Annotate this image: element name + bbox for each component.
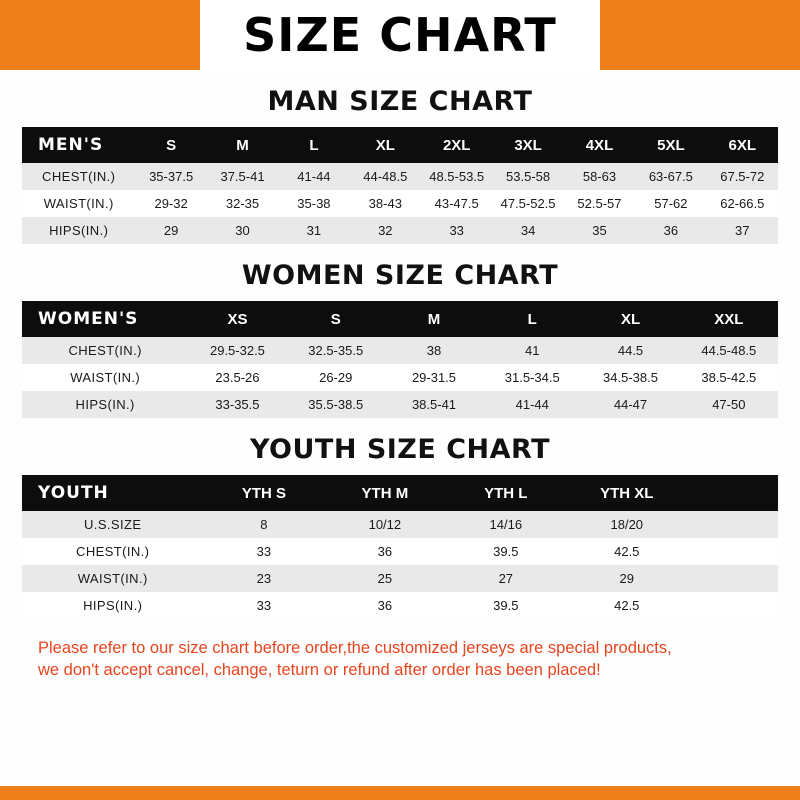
table-youth-head xyxy=(22,475,778,511)
cell: 14/16 xyxy=(445,511,566,538)
table-man xyxy=(22,127,778,244)
col-head-2xl: 2XL xyxy=(421,127,492,163)
table-header-row xyxy=(22,301,778,337)
col-head-5xl: 5XL xyxy=(635,127,706,163)
col-head-yth-s: YTH S xyxy=(203,475,324,511)
col-head-6xl: 6XL xyxy=(707,127,778,163)
cell: 33 xyxy=(203,538,324,565)
table-row xyxy=(22,511,778,538)
cell: 37.5-41 xyxy=(207,163,278,190)
col-head-yth-m: YTH M xyxy=(324,475,445,511)
col-head-yth-xl: YTH XL xyxy=(566,475,687,511)
row-label-waist: WAIST(IN.) xyxy=(22,565,203,592)
cell: 36 xyxy=(324,538,445,565)
chart-content xyxy=(0,70,800,786)
table-row xyxy=(22,565,778,592)
table-header-row xyxy=(22,127,778,163)
cell: 8 xyxy=(203,511,324,538)
cell: 42.5 xyxy=(566,538,687,565)
cell: 30 xyxy=(207,217,278,244)
cell: 43-47.5 xyxy=(421,190,492,217)
table-man-corner-label: MEN'S xyxy=(22,127,135,163)
table-women-corner-label: WOMEN'S xyxy=(22,301,188,337)
table-women xyxy=(22,301,778,418)
cell: 36 xyxy=(324,592,445,619)
row-label-us-size: U.S.SIZE xyxy=(22,511,203,538)
table-women-head xyxy=(22,301,778,337)
row-label-chest: CHEST(IN.) xyxy=(22,538,203,565)
row-label-waist: WAIST(IN.) xyxy=(22,364,188,391)
cell: 35-37.5 xyxy=(135,163,206,190)
cell: 33 xyxy=(203,592,324,619)
cell: 47.5-52.5 xyxy=(492,190,563,217)
cell: 34.5-38.5 xyxy=(581,364,679,391)
col-head-s: S xyxy=(287,301,385,337)
col-head-m: M xyxy=(385,301,483,337)
table-row xyxy=(22,538,778,565)
col-head-xl: XL xyxy=(350,127,421,163)
row-label-hips: HIPS(IN.) xyxy=(22,391,188,418)
cell: 39.5 xyxy=(445,538,566,565)
cell: 57-62 xyxy=(635,190,706,217)
cell: 26-29 xyxy=(287,364,385,391)
row-label-chest: CHEST(IN.) xyxy=(22,337,188,364)
cell: 63-67.5 xyxy=(635,163,706,190)
order-policy-line-1: Please refer to our size chart before order,the customized jerseys are special products, xyxy=(38,639,672,657)
section-man xyxy=(22,86,778,244)
cell: 31 xyxy=(278,217,349,244)
cell: 44.5-48.5 xyxy=(680,337,778,364)
order-policy-note xyxy=(22,631,778,692)
cell: 33 xyxy=(421,217,492,244)
cell: 34 xyxy=(492,217,563,244)
cell: 44-47 xyxy=(581,391,679,418)
col-head-4xl: 4XL xyxy=(564,127,635,163)
table-row xyxy=(22,364,778,391)
cell: 36 xyxy=(635,217,706,244)
col-head-s: S xyxy=(135,127,206,163)
table-row xyxy=(22,337,778,364)
cell: 35.5-38.5 xyxy=(287,391,385,418)
row-label-hips: HIPS(IN.) xyxy=(22,592,203,619)
col-head-l: L xyxy=(278,127,349,163)
cell: 47-50 xyxy=(680,391,778,418)
table-women-body xyxy=(22,337,778,418)
section-title-women: WOMEN SIZE CHART xyxy=(241,260,559,291)
cell: 41 xyxy=(483,337,581,364)
page-title: SIZE CHART xyxy=(225,0,575,70)
cell: 48.5-53.5 xyxy=(421,163,492,190)
cell: 38-43 xyxy=(350,190,421,217)
cell: 32.5-35.5 xyxy=(287,337,385,364)
col-head-l: L xyxy=(483,301,581,337)
table-row xyxy=(22,163,778,190)
section-youth xyxy=(22,434,778,619)
cell: 29 xyxy=(566,565,687,592)
table-youth-corner-label: YOUTH xyxy=(22,475,203,511)
col-head-spacer xyxy=(687,475,778,511)
col-head-xl: XL xyxy=(581,301,679,337)
table-header-row xyxy=(22,475,778,511)
table-man-head xyxy=(22,127,778,163)
cell: 38.5-42.5 xyxy=(680,364,778,391)
cell: 38.5-41 xyxy=(385,391,483,418)
page-header xyxy=(0,0,800,70)
table-row xyxy=(22,391,778,418)
cell: 35-38 xyxy=(278,190,349,217)
order-policy-line-2: we don't accept cancel, change, teturn or refund after order has been placed! xyxy=(38,661,601,680)
cell-spacer xyxy=(687,538,778,565)
cell: 29-31.5 xyxy=(385,364,483,391)
cell: 33-35.5 xyxy=(188,391,286,418)
cell: 39.5 xyxy=(445,592,566,619)
table-row xyxy=(22,190,778,217)
cell: 41-44 xyxy=(483,391,581,418)
cell: 67.5-72 xyxy=(707,163,778,190)
cell: 18/20 xyxy=(566,511,687,538)
cell: 32-35 xyxy=(207,190,278,217)
table-row xyxy=(22,592,778,619)
cell: 25 xyxy=(324,565,445,592)
cell: 23 xyxy=(203,565,324,592)
section-title-youth: YOUTH SIZE CHART xyxy=(249,434,551,465)
cell: 31.5-34.5 xyxy=(483,364,581,391)
cell: 10/12 xyxy=(324,511,445,538)
row-label-chest: CHEST(IN.) xyxy=(22,163,135,190)
cell: 44.5 xyxy=(581,337,679,364)
cell: 42.5 xyxy=(566,592,687,619)
table-row xyxy=(22,217,778,244)
cell: 23.5-26 xyxy=(188,364,286,391)
cell: 52.5-57 xyxy=(564,190,635,217)
col-head-yth-l: YTH L xyxy=(445,475,566,511)
cell: 38 xyxy=(385,337,483,364)
cell: 41-44 xyxy=(278,163,349,190)
table-man-body xyxy=(22,163,778,244)
col-head-xxl: XXL xyxy=(680,301,778,337)
cell: 27 xyxy=(445,565,566,592)
cell: 29 xyxy=(135,217,206,244)
cell: 58-63 xyxy=(564,163,635,190)
row-label-hips: HIPS(IN.) xyxy=(22,217,135,244)
section-title-man: MAN SIZE CHART xyxy=(267,86,533,117)
cell: 29.5-32.5 xyxy=(188,337,286,364)
cell: 53.5-58 xyxy=(492,163,563,190)
table-youth xyxy=(22,475,778,619)
cell-spacer xyxy=(687,511,778,538)
col-head-m: M xyxy=(207,127,278,163)
cell: 29-32 xyxy=(135,190,206,217)
bottom-accent-bar xyxy=(0,786,800,800)
cell: 62-66.5 xyxy=(707,190,778,217)
col-head-3xl: 3XL xyxy=(492,127,563,163)
cell: 44-48.5 xyxy=(350,163,421,190)
cell: 32 xyxy=(350,217,421,244)
cell-spacer xyxy=(687,565,778,592)
cell: 35 xyxy=(564,217,635,244)
cell-spacer xyxy=(687,592,778,619)
row-label-waist: WAIST(IN.) xyxy=(22,190,135,217)
table-youth-body xyxy=(22,511,778,619)
col-head-xs: XS xyxy=(188,301,286,337)
section-women xyxy=(22,260,778,418)
cell: 37 xyxy=(707,217,778,244)
